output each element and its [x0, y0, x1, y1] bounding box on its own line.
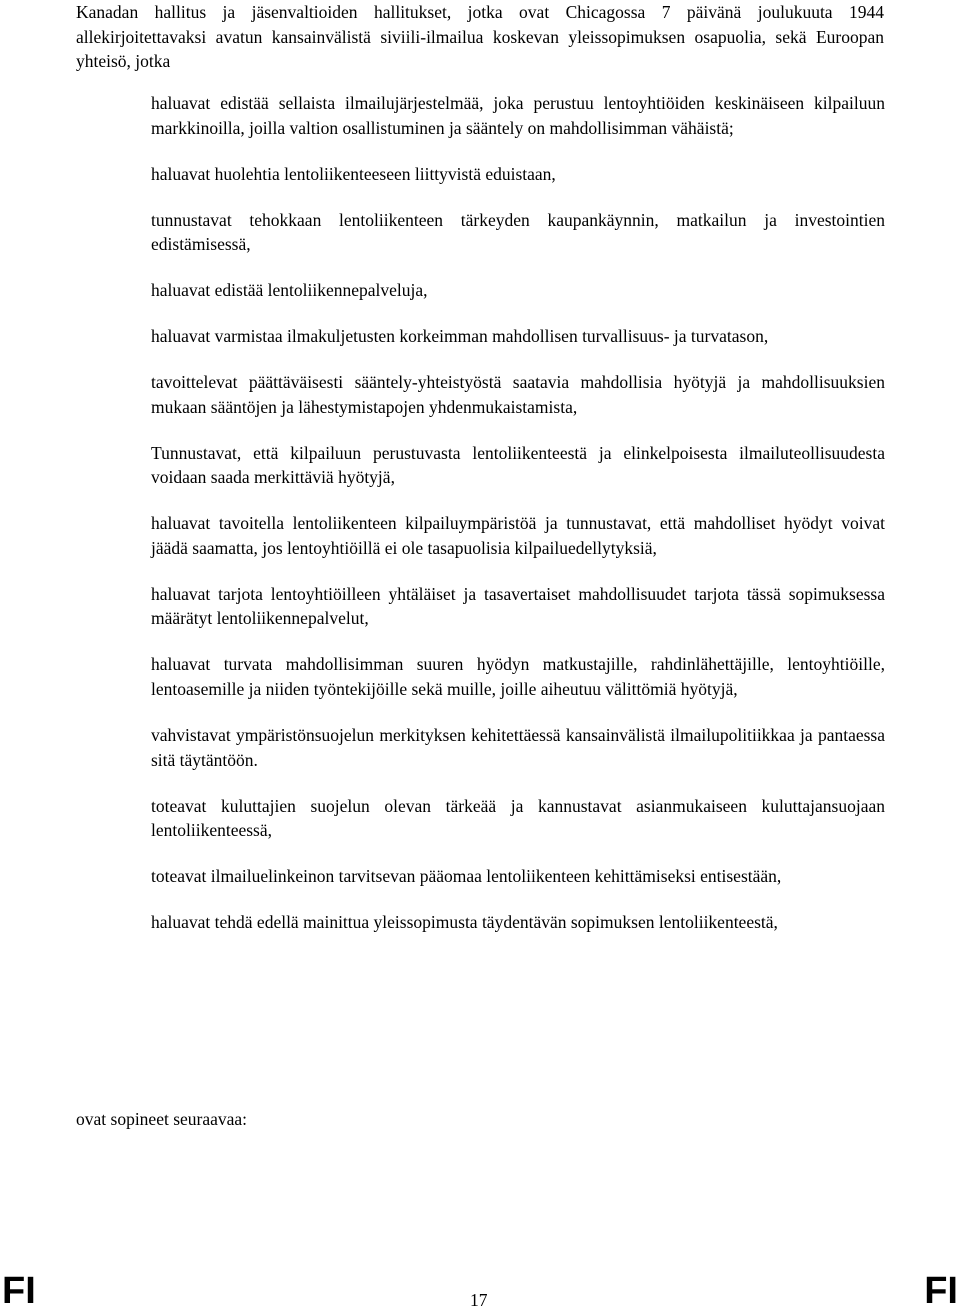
recital-item: toteavat ilmailuelinkeinon tarvitsevan pääomaa lentoliikenteen kehittämiseksi entisestään, — [151, 866, 782, 887]
recital-item: haluavat huolehtia lentoliikenteeseen liittyvistä eduistaan, — [151, 163, 556, 184]
recital-item: haluavat edistää sellaista ilmailujärjestelmää, joka perustuu lentoyhtiöiden keskinäiseen kilpailuun markkinoilla, joilla valtion osallistuminen ja sääntely on mahdollisimman vähäistä; — [151, 93, 885, 138]
recital-item: tunnustavat tehokkaan lentoliikenteen tärkeyden kaupankäynnin, matkailun ja investointien edistämisessä, — [151, 209, 885, 255]
recital-item: haluavat edistää lentoliikennepalveluja, — [151, 280, 428, 301]
recital-item: toteavat kuluttajien suojelun olevan tärkeää ja kannustavat asianmukaiseen kuluttajansuojaan lentoliikenteessä, — [151, 795, 885, 841]
language-code-left: FI — [2, 1270, 36, 1312]
recital-item: haluavat tarjota lentoyhtiöilleen yhtäläiset ja tasavertaiset mahdollisuudet tarjota tässä sopimuksessa määrätyt lentoliikennepalvelut, — [151, 583, 885, 629]
recital-item: vahvistavat ympäristönsuojelun merkityksen kehitettäessä kansainvälistä ilmailupolitiikkaa ja pantaessa sitä täytäntöön. — [151, 725, 885, 770]
recital-item: haluavat turvata mahdollisimman suuren hyödyn matkustajille, rahdinlähettäjille, lentoyhtiöille, lentoasemille ja niiden työntekijöille sekä muille, joille aiheutuu välittömiä hyötyjä, — [151, 654, 885, 700]
recital-item: haluavat tehdä edellä mainittua yleissopimusta täydentävän sopimuksen lentoliikenteestä, — [151, 912, 778, 933]
recital-item: haluavat varmistaa ilmakuljetusten korkeimman mahdollisen turvallisuus- ja turvatason, — [151, 326, 769, 347]
closing-statement: ovat sopineet seuraavaa: — [76, 1109, 248, 1129]
recital-item: haluavat tavoitella lentoliikenteen kilpailuympäristöä ja tunnustavat, että mahdolliset hyödyt voivat jäädä saamatta, jos lentoyhtiöillä ei ole tasapuolisia kilpailuedellytyksiä, — [151, 513, 885, 558]
language-code-right: FI — [924, 1270, 958, 1312]
recital-item: tavoittelevat päättäväisesti sääntely-yhteistyöstä saatavia mahdollisia hyötyjä ja mahdollisuuksien mukaan sääntöjen ja lähestymistapojen yhdenmukaistamista, — [151, 372, 885, 417]
recital-item: Tunnustavat, että kilpailuun perustuvasta lentoliikenteestä ja elinkelpoisesta ilmailuteollisuudesta voidaan saada merkittäviä hyötyjä, — [151, 442, 885, 488]
recitals-list — [151, 91, 885, 956]
page-number: 17 — [470, 1290, 488, 1310]
preamble-intro: Kanadan hallitus ja jäsenvaltioiden hallitukset, jotka ovat Chicagossa 7 päivänä joulukuuta 1944 allekirjoitettavaksi avatun kansainvälistä siviili-ilmailua koskevan yleissopimuksen osapuolia, sekä Euroopan yhteisö, jotka — [76, 2, 884, 71]
